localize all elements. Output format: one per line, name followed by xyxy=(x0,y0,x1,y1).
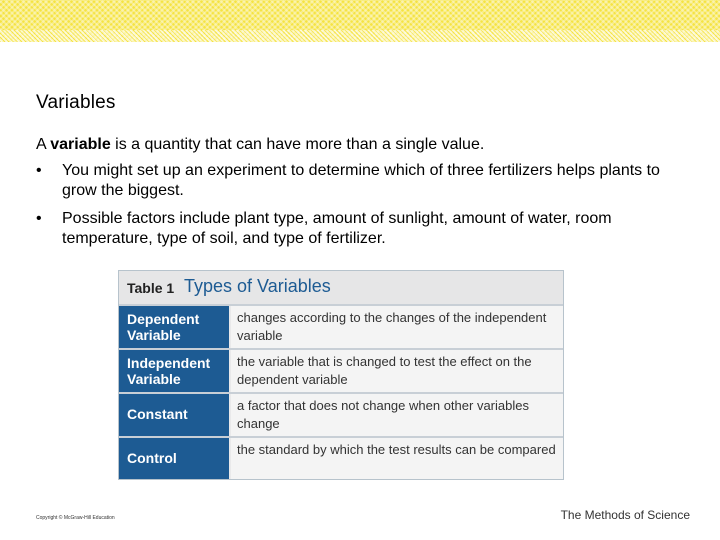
table-row xyxy=(119,438,563,479)
row-definition: the variable that is changed to test the effect on the dependent variable xyxy=(231,350,563,392)
bullet-text: Possible factors include plant type, amount of sunlight, amount of water, room temperature, type of soil, and type of fertilizer. xyxy=(62,210,612,247)
bullet-marker: • xyxy=(36,162,42,179)
intro-text xyxy=(36,135,676,155)
row-definition: changes according to the changes of the independent variable xyxy=(231,306,563,348)
row-term: Control xyxy=(119,438,229,479)
bullet-text: You might set up an experiment to determine which of three fertilizers helps plants to grow the biggest. xyxy=(62,162,660,199)
bullet-marker: • xyxy=(36,210,42,227)
row-definition: the standard by which the test results can be compared xyxy=(231,438,563,479)
intro-bold-term: variable xyxy=(50,136,111,153)
row-term: Independent Variable xyxy=(119,350,229,392)
table-row xyxy=(119,350,563,392)
table-number: Table 1 xyxy=(127,280,175,296)
table-header xyxy=(119,271,563,306)
decorative-band-fade xyxy=(0,30,720,42)
intro-prefix: A xyxy=(36,136,51,153)
row-term: Dependent Variable xyxy=(119,306,229,348)
table-title: Types of Variables xyxy=(184,276,331,296)
footer-chapter-title: The Methods of Science xyxy=(560,508,690,522)
copyright-notice: Copyright © McGraw-Hill Education xyxy=(36,515,115,521)
table-row xyxy=(119,306,563,348)
row-term: Constant xyxy=(119,394,229,436)
row-definition: a factor that does not change when other variables change xyxy=(231,394,563,436)
intro-suffix: is a quantity that can have more than a single value. xyxy=(110,136,485,153)
variables-table xyxy=(118,270,564,480)
table-row xyxy=(119,394,563,436)
slide-title: Variables xyxy=(36,92,116,113)
